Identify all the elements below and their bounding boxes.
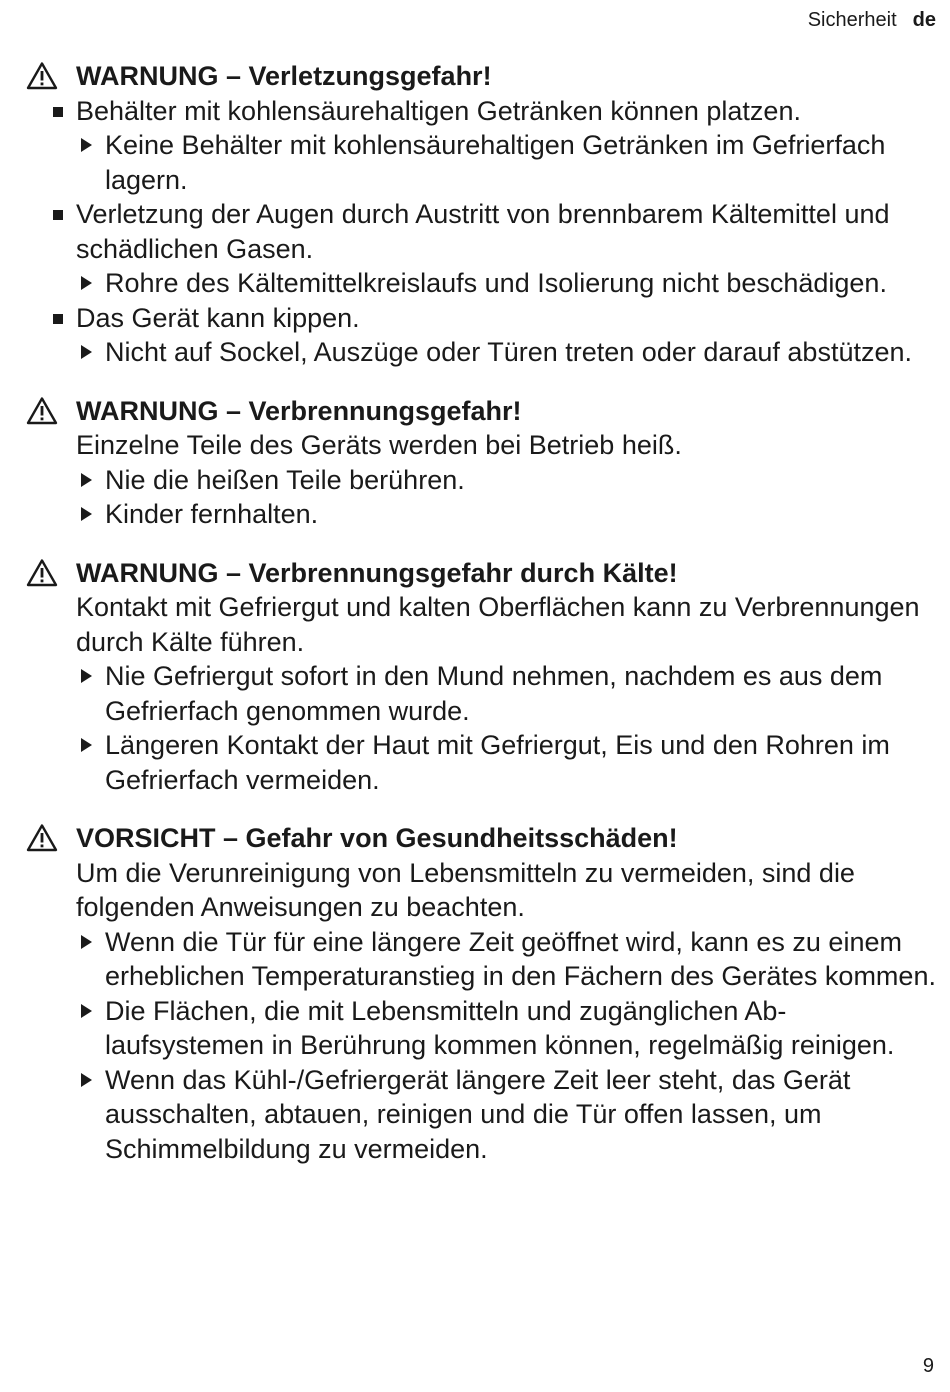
warning-title bbox=[26, 394, 936, 429]
warning-title bbox=[26, 59, 936, 94]
warning-description: Um die Verunreinigung von Lebensmitteln zu vermeiden, sind die folgenden Anweisungen zu beachten. bbox=[76, 857, 855, 922]
warning-triangle-icon bbox=[26, 396, 58, 425]
action-item bbox=[26, 728, 936, 797]
action-item bbox=[26, 463, 936, 498]
action-text: Rohre des Kältemittelkreislaufs und Isolierung nicht beschädigen. bbox=[105, 268, 887, 298]
arrow-bullet-icon bbox=[81, 276, 92, 290]
hazard-text: Behälter mit kohlensäurehaltigen Getränken können platzen. bbox=[76, 95, 801, 126]
caution-health bbox=[26, 821, 936, 1166]
arrow-bullet-icon bbox=[81, 507, 92, 521]
warning-description: Kontakt mit Gefriergut und kalten Oberflächen kann zu Verbrennungen durch Kälte führen. bbox=[76, 592, 920, 657]
action-text: Nicht auf Sockel, Auszüge oder Türen treten oder darauf abstützen. bbox=[105, 337, 912, 367]
square-bullet-icon bbox=[53, 314, 63, 324]
square-bullet-icon bbox=[53, 210, 63, 220]
hazard-item bbox=[26, 197, 936, 266]
warning-triangle-icon bbox=[26, 558, 58, 587]
arrow-bullet-icon bbox=[81, 473, 92, 487]
warning-cold-burns bbox=[26, 556, 936, 798]
warning-triangle-icon bbox=[26, 823, 58, 852]
warning-title-text: WARNUNG – Verbrennungsgefahr durch Kälte! bbox=[76, 557, 678, 588]
action-text: Wenn die Tür für eine längere Zeit geöffnet wird, kann es zu einem erheblichen Temperaturanstieg in den Fächern des Gerätes kommen. bbox=[105, 926, 936, 991]
arrow-bullet-icon bbox=[81, 1073, 92, 1087]
hazard-item bbox=[26, 94, 936, 129]
arrow-bullet-icon bbox=[81, 138, 92, 152]
warning-title-text: WARNUNG – Verbrennungsgefahr! bbox=[76, 395, 522, 426]
warning-title bbox=[26, 556, 936, 591]
page-header bbox=[808, 8, 936, 32]
warning-title bbox=[26, 821, 936, 856]
action-item bbox=[26, 128, 936, 197]
warning-triangle-icon bbox=[26, 61, 58, 90]
arrow-bullet-icon bbox=[81, 935, 92, 949]
warning-title-text: WARNUNG – Verletzungsgefahr! bbox=[76, 61, 492, 91]
action-text: Wenn das Kühl-/Gefriergerät längere Zeit leer steht, das Gerät ausschalten, abtauen, reinigen und die Tür offen lassen, um Schimmelbildung zu vermeiden. bbox=[105, 1064, 851, 1164]
arrow-bullet-icon bbox=[81, 1004, 92, 1018]
action-item bbox=[26, 497, 936, 532]
warning-injury bbox=[26, 59, 936, 370]
action-text: Nie Gefriergut sofort in den Mund nehmen, nachdem es aus dem Gefrierfach genommen wurde. bbox=[105, 661, 883, 726]
hazard-text: Das Gerät kann kippen. bbox=[76, 302, 360, 333]
action-text: Keine Behälter mit kohlensäurehaltigen Getränken im Gefrierfach lagern. bbox=[105, 130, 886, 195]
action-item bbox=[26, 266, 936, 301]
action-item bbox=[26, 335, 936, 370]
arrow-bullet-icon bbox=[81, 345, 92, 359]
warning-title-text: VORSICHT – Gefahr von Gesundheitsschäden! bbox=[76, 823, 678, 853]
action-item bbox=[26, 659, 936, 728]
action-item bbox=[26, 925, 936, 994]
square-bullet-icon bbox=[53, 107, 63, 117]
arrow-bullet-icon bbox=[81, 738, 92, 752]
warning-description: Einzelne Teile des Geräts werden bei Betrieb heiß. bbox=[76, 430, 682, 460]
action-item bbox=[26, 1063, 936, 1167]
hazard-text: Verletzung der Augen durch Austritt von brennbarem Kältemittel und schädlichen Gasen. bbox=[76, 199, 890, 264]
action-text: Kinder fernhalten. bbox=[105, 499, 319, 529]
page-content bbox=[26, 59, 936, 1190]
action-item bbox=[26, 994, 936, 1063]
language-code: de bbox=[912, 9, 936, 31]
action-text: Nie die heißen Teile berühren. bbox=[105, 464, 465, 495]
section-name: Sicherheit bbox=[807, 9, 897, 31]
action-text: Die Flächen, die mit Lebensmitteln und zugänglichen Ablaufsystemen in Berührung kommen können, regelmäßig reinigen. bbox=[105, 995, 895, 1060]
warning-burns bbox=[26, 394, 936, 532]
arrow-bullet-icon bbox=[81, 669, 92, 683]
hazard-item bbox=[26, 301, 936, 336]
page-number: 9 bbox=[922, 1355, 934, 1377]
action-text: Längeren Kontakt der Haut mit Gefriergut, Eis und den Rohren im Gefrierfach vermeiden. bbox=[105, 730, 890, 795]
